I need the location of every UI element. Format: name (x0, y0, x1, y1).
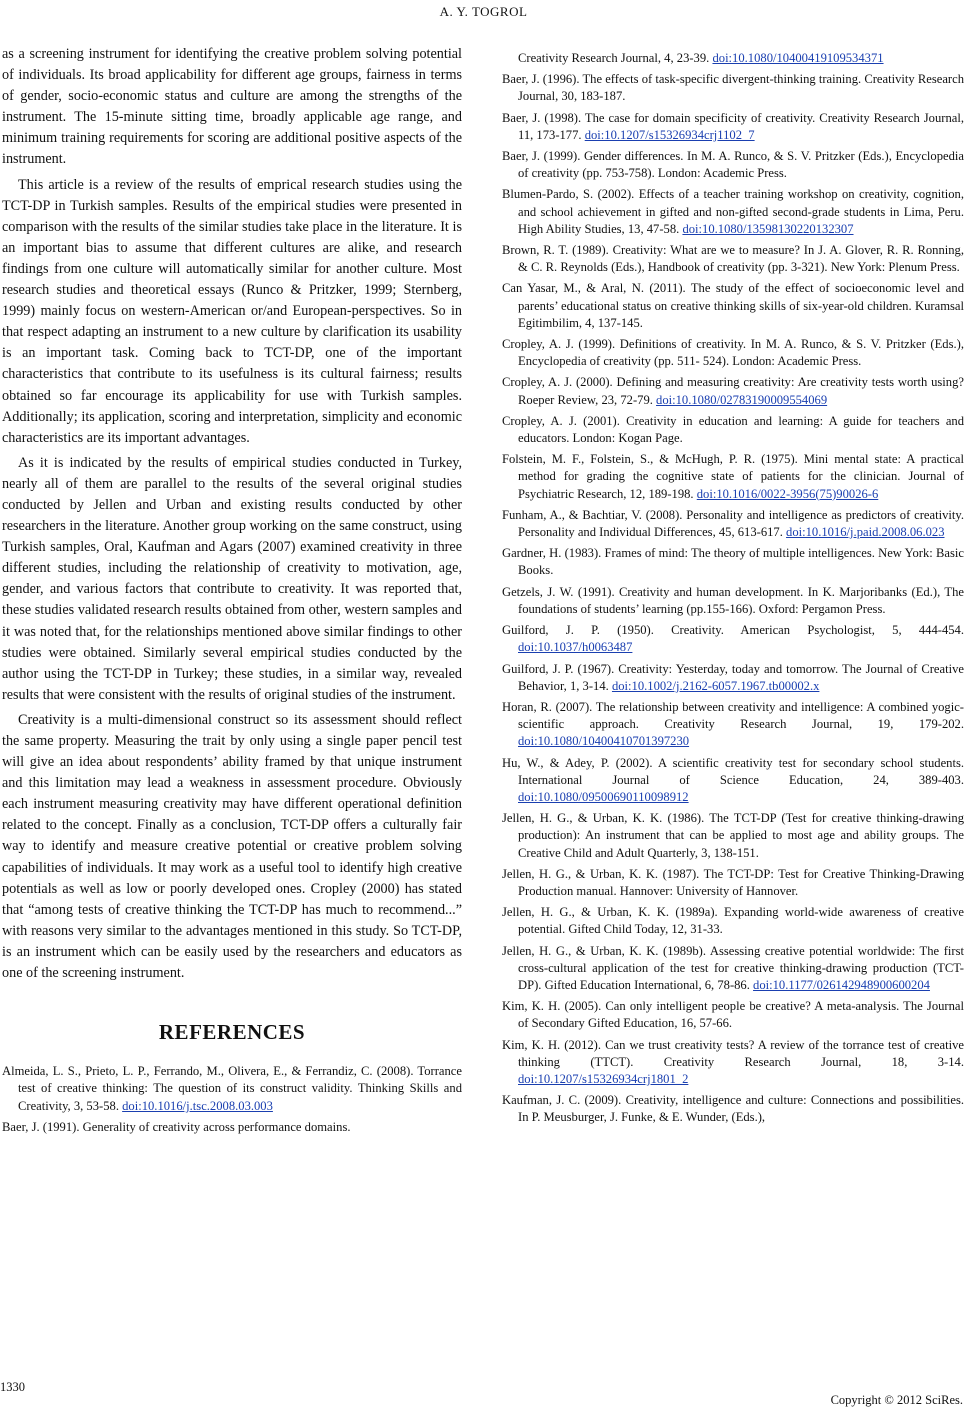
doi-link[interactable]: doi:10.1002/j.2162-6057.1967.tb00002.x (611, 678, 820, 693)
reference-text: Cropley, A. J. (2001). Creativity in education and learning: A guide for teachers and educators. London: Kogan Page. (502, 413, 964, 446)
doi-link[interactable]: doi:10.1177/026142948900600204 (753, 977, 930, 992)
reference-text: Cropley, A. J. (1999). Definitions of creativity. In M. A. Runco, & S. V. Pritzker (Eds.), Encyclopedia of creativity (pp. 511- 524). London: Academic Press. (502, 337, 964, 369)
reference-entry (502, 374, 964, 408)
reference-entry (502, 50, 964, 67)
reference-text: Almeida, L. S., Prieto, L. P., Ferrando, M., Olivera, E., & Ferrandiz, C. (2008). Torrance test of creative thinking: The question of its construct validity. Thinking Skills and Creativity, 3, 53-58. (2, 1064, 462, 1113)
reference-text: Cropley, A. J. (2000). Defining and measuring creativity: Are creativity tests worth using? Roeper Review, 23, 72-79. (502, 375, 964, 407)
reference-text: Creativity Research Journal, 4, 23-39. (518, 51, 710, 65)
doi-link[interactable]: doi:10.1016/0022-3956(75)90026-6 (696, 486, 879, 501)
reference-text: Guilford, J. P. (1950). Creativity. American Psychologist, 5, 444-454. (502, 623, 964, 638)
references-heading: REFERENCES (158, 1020, 306, 1045)
reference-text: Jellen, H. G., & Urban, K. K. (1989b). Assessing creative potential worldwide: The first cross-cultural application of the test for creative thinking-drawing production (TCT-DP). Gifted Education International, 6, 78-86. (502, 943, 964, 992)
reference-text: Brown, R. T. (1989). Creativity: What are we to measure? In J. A. Glover, R. R. Ronning, & C. R. Reynolds (Eds.), Handbook of creativity (pp. 3-321). New York: Plenum Press. (502, 243, 964, 275)
doi-link[interactable]: doi:10.1080/10400419109534371 (712, 51, 884, 65)
doi-link[interactable]: doi:10.1037/h0063487 (518, 640, 633, 655)
doi-link[interactable]: doi:10.1080/10400410701397230 (518, 734, 690, 749)
doi-link[interactable]: doi:10.1207/s15326934crj1801_2 (518, 1071, 689, 1086)
reference-entry (502, 755, 964, 807)
reference-entry (502, 622, 964, 656)
reference-text: Kaufman, J. C. (2009). Creativity, intelligence and culture: Connections and possibilities. In P. Meusburger, J. Funke, & E. Wunder, (Eds.), (502, 1093, 964, 1125)
reference-entry (502, 110, 964, 144)
reference-entry (2, 1063, 462, 1115)
reference-entry (502, 904, 964, 938)
reference-text: Jellen, H. G., & Urban, K. K. (1986). The TCT-DP (Test for creative thinking-drawing production): An instrument that can be applied to most age and ability groups. The Creative Child and Adult Quarterly, 3, 138-151. (502, 811, 964, 860)
reference-text: Baer, J. (1998). The case for domain specificity of creativity. Creativity Research Journal, 11, 173-177. (502, 110, 964, 142)
reference-entry (502, 148, 964, 182)
reference-entry (2, 1119, 462, 1136)
references-list-left (2, 1063, 462, 1136)
doi-link[interactable]: doi:10.1016/j.tsc.2008.03.003 (122, 1098, 273, 1113)
reference-text: Jellen, H. G., & Urban, K. K. (1987). The TCT-DP: Test for Creative Thinking-Drawing Production manual. Hannover: University of Hannover. (502, 866, 964, 898)
body-paragraph: This article is a review of the results of emprical research studies using the TCT-DP in Turkish samples. Results of the empirical studies were presented in comparison with the results of the similar studies take place in the literature. It is an important bias to assume that different cultures are alike, and research findings from one culture will automatically similar for another culture. Most research studies and theoretical essays (Runco & Pritzker, 1999; Sternberg, 1999) mainly focus on western-American or/and European-perspectives. So in that respect adapting an instrument to a new culture by clarification its usability is an important task. Coming back to TCT-DP, one of the important characteristics that contribute to its usefulness is its cultural fairness; results obtained so far encourage its applicability for use with Turkish samples. Additionally; its application, scoring and interpretation, simplicity and economic characteristics are its important advantages. (2, 176, 462, 446)
reference-text: Kim, K. H. (2005). Can only intelligent people be creative? A meta-analysis. The Journal of Secondary Gifted Education, 16, 57-66. (502, 999, 964, 1031)
reference-text: Horan, R. (2007). The relationship between creativity and intelligence: A combined yogic-scientific approach. Creativity Research Journal, 19, 179-202. (502, 699, 964, 732)
reference-entry (502, 545, 964, 579)
reference-text: Gardner, H. (1983). Frames of mind: The theory of multiple intelligences. New York: Basic Books. (502, 546, 964, 578)
reference-text: Baer, J. (1991). Generality of creativity across performance domains. (2, 1119, 351, 1134)
reference-entry (502, 584, 964, 618)
reference-entry (502, 810, 964, 862)
body-paragraph: Creativity is a multi-dimensional construct so its assessment should reflect the same property. Measuring the trait by only using a single paper pencil test will give an idea about respondents’ ability framed by that unique instrument and this limitation may lead a weakness in assessment procedure. Obviously each instrument measuring creativity may have different operational definition related to the concept. Finally as a conclusion, TCT-DP offers a culturally fair way to identify and measure creative potential or creative problem solving capabilities of individuals. It may work as a useful tool to identify high creative potentials as well as low or poorly developed ones. Cropley (2000) has stated that “among tests of creative thinking the TCT-DP has much to recommend...” with reasons very similar to the advantages mentioned in this study. So TCT-DP, is an instrument which can be easily used by the researchers and educators as one of the screening instrument. (2, 711, 462, 982)
doi-link[interactable]: doi:10.1207/s15326934crj1102_7 (584, 127, 755, 142)
page-number: 1330 (0, 1380, 25, 1394)
reference-text: Folstein, M. F., Folstein, S., & McHugh, P. R. (1975). Mini mental state: A practical method for grading the cognitive state of patients for the clinician. Journal of Psychiatric Research, 12, 189-198. (502, 452, 964, 501)
reference-text: Hu, W., & Adey, P. (2002). A scientific creativity test for secondary school students. International Journal of Science Education, 24, 389-403. (502, 755, 964, 787)
left-column (2, 44, 462, 1140)
reference-text: Can Yasar, M., & Aral, N. (2011). The study of the effect of socioeconomic level and parents’ educational status on creative thinking skills of six-year-old children. Kuramsal Egitimbilim, 4, 137-145. (502, 281, 964, 330)
reference-entry (502, 336, 964, 370)
references-list-right (502, 50, 964, 1131)
reference-entry (502, 998, 964, 1032)
reference-entry (502, 866, 964, 900)
reference-text: Guilford, J. P. (1967). Creativity: Yesterday, today and tomorrow. The Journal of Creative Behavior, 1, 3-14. (502, 661, 964, 693)
reference-text: Baer, J. (1996). The effects of task-specific divergent-thinking training. Creativity Research Journal, 30, 183-187. (502, 72, 964, 104)
doi-link[interactable]: doi:10.1080/02783190009554069 (656, 392, 828, 407)
reference-text: Blumen-Pardo, S. (2002). Effects of a teacher training workshop on creativity, cognition, and school achievement in gifted and non-gifted second-grade students in Lima, Peru. High Ability Studies, 13, 47-58. (502, 187, 964, 236)
body-paragraph: as a screening instrument for identifying the creative problem solving potential of individuals. Its broad applicability for different age groups, fairness in terms of gender, socio-economic status and culture are among the strengths of the instrument. The 15-minute sitting time, broadly applicable age range, and minimum training requirements for scoring are additional positive aspects of the instrument. (2, 46, 462, 168)
reference-text: Baer, J. (1999). Gender differences. In M. A. Runco, & S. V. Pritzker (Eds.), Encyclopedia of creativity (pp. 753-758). London: Academic Press. (502, 149, 964, 181)
reference-text: Jellen, H. G., & Urban, K. K. (1989a). Expanding world-wide awareness of creative potential. Gifted Child Today, 12, 31-33. (502, 905, 964, 937)
reference-entry (502, 451, 964, 503)
reference-entry (502, 71, 964, 105)
reference-entry (502, 507, 964, 541)
reference-entry (502, 1037, 964, 1089)
running-title: A. Y. TOGROL (439, 4, 528, 19)
doi-link[interactable]: doi:10.1080/13598130220132307 (682, 221, 854, 236)
reference-entry (502, 943, 964, 995)
reference-text: Kim, K. H. (2012). Can we trust creativity tests? A review of the torrance test of creative thinking (TTCT). Creativity Research Journal, 18, 3-14. (502, 1037, 964, 1069)
reference-entry (502, 699, 964, 751)
reference-entry (502, 661, 964, 695)
copyright-notice: Copyright © 2012 SciRes. (830, 1393, 963, 1407)
reference-entry (502, 280, 964, 332)
reference-entry (502, 186, 964, 238)
doi-link[interactable]: doi:10.1080/09500690110098912 (518, 789, 689, 804)
reference-entry (502, 413, 964, 447)
doi-link[interactable]: doi:10.1016/j.paid.2008.06.023 (786, 525, 945, 540)
reference-entry (502, 1092, 964, 1126)
body-paragraph: As it is indicated by the results of empirical studies conducted in Turkey, nearly all of them are parallel to the results of the several original studies conducted by Jellen and Urban and existing results conducted by other researchers in the literature. Another group working on the same construct, using Turkish samples, Oral, Kaufman and Agars (2007) examined creativity in three different studies, including the relationship of creativity to motivation, age, gender, and various factors that contribute to creativity. It was reported that, these studies validated research results obtained from other, western samples and it was noted that, for the relationships mentioned above similar findings to other studies were obtained. Similarly several empirical studies conducted by the author using the TCT-DP in Turkey; these studies, in a similar way, revealed results that were consistent with the results of original studies of the instrument. (2, 454, 462, 703)
reference-text: Getzels, J. W. (1991). Creativity and human development. In K. Marjoribanks (Ed.), The foundations of students’ learning (pp.155-166). Oxford: Pergamon Press. (502, 584, 964, 616)
reference-text: Funham, A., & Bachtiar, V. (2008). Personality and intelligence as predictors of creativity. Personality and Individual Differences, 45, 613-617. (502, 507, 964, 540)
reference-entry (502, 242, 964, 276)
